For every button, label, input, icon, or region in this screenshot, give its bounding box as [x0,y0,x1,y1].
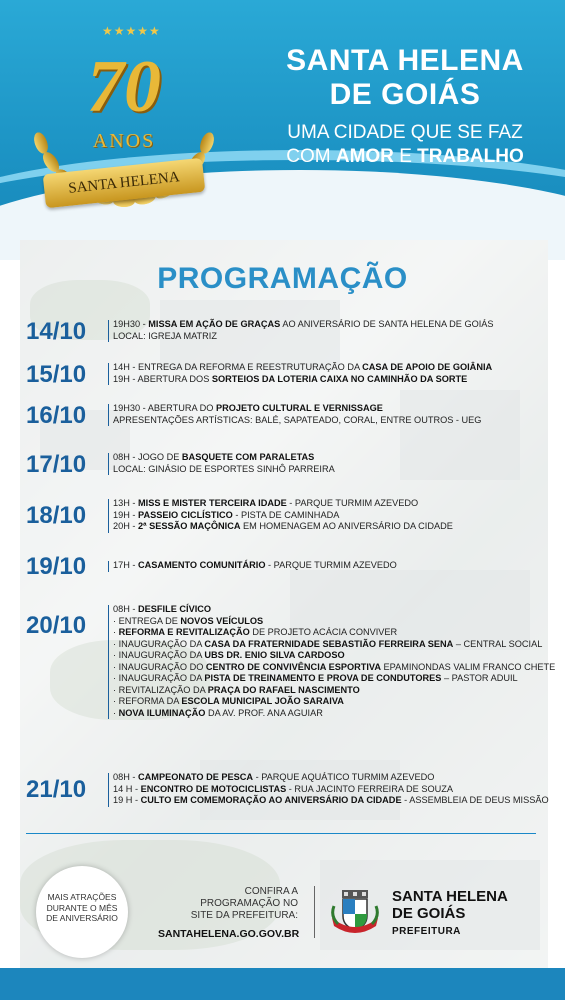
check-program-text [158,886,298,922]
event-text: · REFORMA DA [113,696,182,706]
event-highlight: SORTEIOS DA LOTERIA CAIXA NO CAMINHÃO DA SORTE [211,373,468,384]
day-events [113,403,481,426]
event-highlight: MISSA EM AÇÃO DE GRAÇAS [148,319,281,329]
day-date: 19/10 [26,552,87,580]
day-divider [108,605,109,719]
event-text: 14H - ENTREGA DA REFORMA E REESTRUTURAÇÃO DA [113,362,363,372]
event-text: - ASSEMBLEIA DE DEUS MISSÃO [401,795,549,805]
event-line [113,464,335,476]
event-highlight: MISS E MISTER TERCEIRA IDADE [138,498,287,508]
event-line [113,685,555,697]
event-highlight: UBS DR. ENIO SILVA CARDOSO [204,650,345,660]
day-date: 21/10 [26,776,87,804]
event-line [113,498,453,510]
check-program-line: PROGRAMAÇÃO NO [200,898,298,909]
day-divider [108,773,109,807]
slogan-trabalho: TRABALHO [417,146,524,167]
event-text: - RUA JACINTO FERREIRA DE SOUZA [286,783,453,794]
event-line [113,772,549,784]
event-line [113,403,481,415]
more-attractions-line: DURANTE O MÊS [46,902,118,913]
more-attractions-line: MAIS ATRAÇÕES [47,892,117,902]
event-highlight: NOVOS VEÍCULOS [180,615,264,626]
event-text: 19H - ABERTURA DOS [113,373,212,384]
event-highlight: CASAMENTO COMUNITÁRIO [138,560,266,570]
day-events [113,604,555,719]
event-line [113,452,335,464]
event-line [113,362,492,374]
check-program-line: SITE DA PREFEITURA: [190,910,298,921]
event-highlight: NOVA ILUMINAÇÃO [118,707,206,718]
day-divider [108,320,109,342]
stars-icon: ★★★★★ [102,24,161,38]
event-line [113,627,555,639]
event-line [113,662,555,674]
day-divider [108,561,109,572]
event-text: – CENTRAL SOCIAL [453,638,543,649]
event-text: 17H - [113,560,139,570]
event-text: 08H - [113,604,139,614]
event-highlight: ESCOLA MUNICIPAL JOÃO SARAIVA [181,696,344,706]
event-line [113,604,555,616]
day-events [113,362,492,385]
day-date: 16/10 [26,401,87,429]
website-link[interactable]: SANTAHELENA.GO.GOV.BR [158,928,300,940]
day-divider [108,363,109,385]
event-text: APRESENTAÇÕES ARTÍSTICAS: BALÉ, SAPATEADO, CORAL, ENTRE OUTROS - UEG [113,414,482,425]
brand-line2: DE GOIÁS [392,905,466,922]
city-title-line2: DE GOIÁS [329,78,481,111]
check-program-line: CONFIRA A [244,886,298,897]
event-line [113,616,555,628]
event-text: - PISTA DE CAMINHADA [232,509,340,520]
event-text: DE PROJETO ACÁCIA CONVIVER [249,627,398,637]
event-line [113,784,549,796]
event-line [113,560,397,572]
event-text: · [113,627,119,637]
city-title-line1: SANTA HELENA [286,44,524,77]
event-text: - PARQUE AQUÁTICO TURMIM AZEVEDO [253,772,435,782]
event-text: 19H30 - [113,319,149,329]
event-text: · INAUGURAÇÃO DA [113,673,205,683]
more-attractions-circle [36,866,128,958]
anniversary-number: 70 [87,46,161,128]
badge-ribbon: SANTA HELENA [43,158,206,209]
event-text: 19H - [113,509,139,520]
event-line [113,374,492,386]
event-highlight: CASA DA FRATERNIDADE SEBASTIÃO FERREIRA SENA [204,638,454,649]
day-divider [108,499,109,533]
day-events [113,560,397,572]
day-divider [108,404,109,426]
event-text: 19H30 - ABERTURA DO [113,403,216,413]
event-highlight: CASA DE APOIO DE GOIÂNIA [362,362,493,372]
event-line [113,415,481,427]
brand-subtitle: PREFEITURA [392,926,461,937]
event-text: - PARQUE TURMIM AZEVEDO [265,560,397,570]
event-line [113,650,555,662]
day-date: 20/10 [26,612,87,639]
footer-separator [314,886,315,938]
event-highlight: CAMPEONATO DE PESCA [138,772,254,782]
day-events [113,452,335,475]
slogan-e: E [399,146,412,167]
city-crest-icon [330,888,380,936]
event-text: 13H - [113,498,139,508]
event-line [113,510,453,522]
event-text: LOCAL: IGREJA MATRIZ [113,330,217,341]
brand-line1: SANTA HELENA [392,888,508,905]
event-text: LOCAL: GINÁSIO DE ESPORTES SINHÔ PARREIRA [113,463,335,474]
event-highlight: PROJETO CULTURAL E VERNISSAGE [215,403,383,413]
event-highlight: CENTRO DE CONVIVÊNCIA ESPORTIVA [205,661,381,672]
day-date: 18/10 [26,502,87,530]
day-events [113,319,494,342]
event-text: · INAUGURAÇÃO DO [113,661,206,672]
event-text: · INAUGURAÇÃO DA [113,650,205,660]
event-line [113,795,549,807]
anniversary-word: ANOS [92,130,156,152]
event-line [113,696,555,708]
event-text: AO ANIVERSÁRIO DE SANTA HELENA DE GOIÁS [280,319,494,329]
event-highlight: DESFILE CÍVICO [138,604,212,614]
bottom-band [0,968,565,1000]
event-text: · REVITALIZAÇÃO DA [113,684,208,695]
event-line [113,673,555,685]
day-date: 14/10 [26,317,87,345]
event-line [113,708,555,720]
event-text: 08H - [113,772,139,782]
event-text: 08H - JOGO DE [113,452,182,462]
event-highlight: 2ª SESSÃO MAÇÔNICA [138,521,241,531]
more-attractions-line: DE ANIVERSÁRIO [46,913,118,923]
event-text: - PARQUE TURMIM AZEVEDO [286,498,419,508]
event-text: · ENTREGA DE [113,615,181,626]
event-line [113,639,555,651]
day-date: 17/10 [26,450,87,478]
event-text: · INAUGURAÇÃO DA [113,638,205,649]
event-highlight: CULTO EM COMEMORAÇÃO AO ANIVERSÁRIO DA CIDADE [140,795,402,805]
slogan-amor: AMOR [335,146,394,167]
divider-line [26,833,536,834]
event-highlight: BASQUETE COM PARALETAS [181,452,315,462]
slogan-com: COM [286,146,331,167]
program-title: PROGRAMAÇÃO [157,262,408,295]
event-highlight: PISTA DE TREINAMENTO E PROVA DE CONDUTORES [204,673,442,683]
day-events [113,498,453,533]
event-text: EM HOMENAGEM AO ANIVERSÁRIO DA CIDADE [240,521,453,531]
event-highlight: PRAÇA DO RAFAEL NASCIMENTO [207,684,360,695]
event-line [113,521,453,533]
brand-name [392,888,508,922]
event-highlight: ENCONTRO DE MOTOCICLISTAS [140,783,287,794]
event-text: EPAMINONDAS VALIM FRANCO CHETE [381,661,556,672]
day-date: 15/10 [26,360,87,388]
day-divider [108,453,109,475]
event-text: 20H - [113,521,139,531]
event-highlight: PASSEIO CICLÍSTICO [138,509,233,520]
event-highlight: REFORMA E REVITALIZAÇÃO [118,627,250,637]
event-text: DA AV. PROF. ANA AGUIAR [205,707,323,718]
anniversary-badge [22,18,227,218]
day-events [113,772,549,807]
event-line [113,331,494,343]
event-text: 14 H - [113,783,141,794]
event-text: 19 H - [113,795,141,805]
city-title [255,44,555,112]
slogan-line2 [255,146,555,168]
event-text: – PASTOR ADUIL [441,673,518,683]
event-text: · [113,707,119,718]
event-line [113,319,494,331]
slogan-line1: UMA CIDADE QUE SE FAZ [287,122,523,143]
